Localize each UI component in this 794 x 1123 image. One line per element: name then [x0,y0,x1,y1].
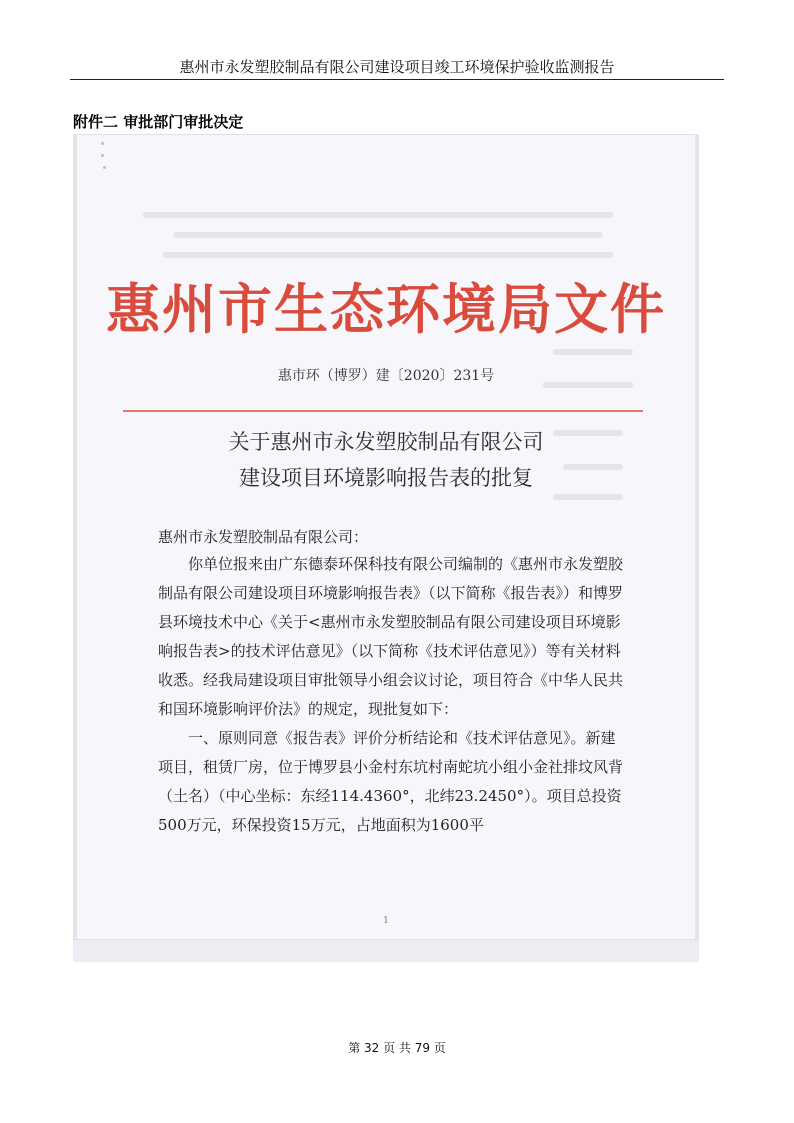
bleed-through-mark [163,252,613,258]
subject-line-1: 关于惠州市永发塑胶制品有限公司 [228,430,544,454]
header-rule [70,79,724,80]
page-footer: 第 32 页 共 79 页 [348,1041,446,1055]
addressee: 惠州市永发塑胶制品有限公司： [158,528,369,546]
subject-line-2: 建设项目环境影响报告表的批复 [239,466,533,490]
letterhead-red-rule [123,410,643,412]
agency-letterhead: 惠州市生态环境局文件 [106,277,666,341]
scanned-document [73,134,699,962]
running-header: 惠州市永发塑胶制品有限公司建设项目竣工环境保护验收监测报告 [179,58,615,76]
scan-bottom-shade [73,939,699,962]
bleed-through-mark [553,349,633,355]
body-paragraph-2: 一、原则同意《报告表》评价分析结论和《技术评估意见》。新建项目，租赁厂房，位于博罗县小金村东坑村南蛇坑小组小金社排坟风背（土名）（中心坐标：东经114.4360°，北纬23.2450°）。项目总投资500万元，环保投资15万元，占地面积为1600平 [158,729,624,834]
scan-speck [101,142,104,145]
attachment-title: 附件二 审批部门审批决定 [73,113,244,131]
scan-speck [103,166,106,169]
document-body [158,550,628,840]
document-number: 惠市环（博罗）建〔2020〕231号 [277,368,495,384]
bleed-through-mark [173,232,603,238]
scan-page-number: 1 [383,916,389,926]
scan-speck [101,154,104,157]
document-subject [73,424,699,496]
bleed-through-mark [143,212,613,218]
body-paragraph-1: 你单位报来由广东德泰环保科技有限公司编制的《惠州市永发塑胶制品有限公司建设项目环境影响报告表》（以下简称《报告表》）和博罗县环境技术中心《关于<惠州市永发塑胶制品有限公司建设项目环境影响报告表>的技术评估意见》（以下简称《技术评估意见》）等有关材料收悉。经我局建设项目审批领导小组会议讨论，项目符合《中华人民共和国环境影响评价法》的规定，现批复如下： [158,555,624,718]
scan-left-edge [73,134,77,962]
scan-right-edge [695,134,699,962]
